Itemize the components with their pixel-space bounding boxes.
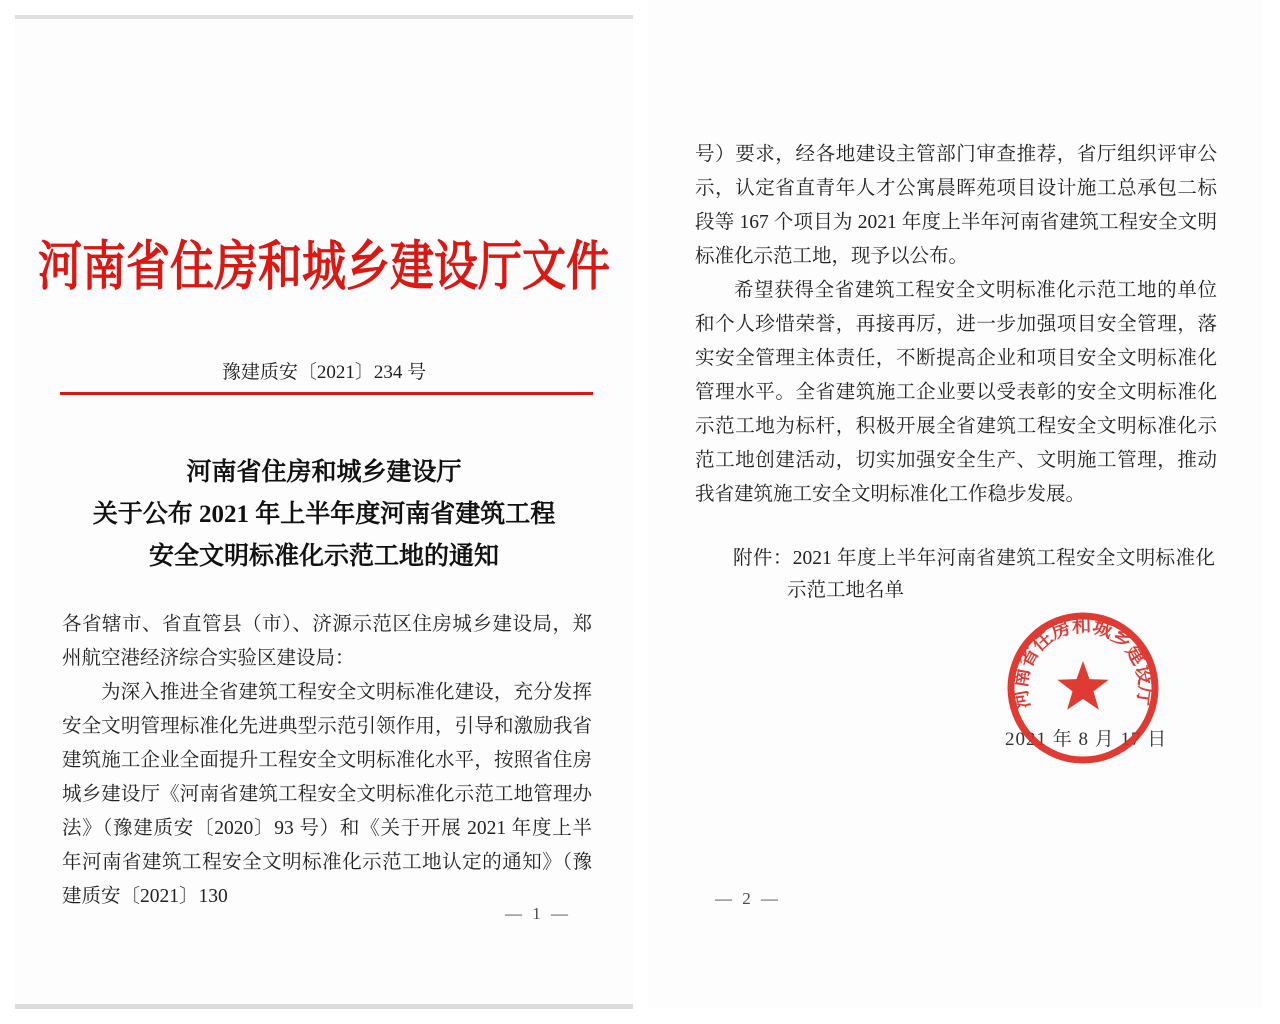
attachment-line: 附件：2021 年度上半年河南省建筑工程安全文明标准化示范工地名单 bbox=[733, 548, 1215, 601]
document-title-line3: 安全文明标准化示范工地的通知 bbox=[148, 543, 499, 570]
red-letterhead-title: 河南省住房和城乡建设厅文件 bbox=[38, 237, 610, 297]
document-title-line2: 关于公布 2021 年上半年度河南省建筑工程 bbox=[92, 501, 556, 528]
page2-body bbox=[695, 138, 1217, 512]
document-page-1 bbox=[15, 19, 633, 1004]
document-date: 2021 年 8 月 17 日 bbox=[1005, 729, 1168, 750]
page2-paragraph1: 号）要求，经各地建设主管部门审查推荐，省厅组织评审公示，认定省直青年人才公寓晨晖苑项目设计施工总承包二标段等 167 个项目为 2021 年度上半年河南省建筑工程安全文明标准化示范工地，现予以公布。 bbox=[695, 144, 1217, 267]
seal-star-icon bbox=[1057, 661, 1108, 710]
page1-bottom-edge bbox=[15, 1004, 633, 1009]
official-seal bbox=[1001, 606, 1168, 770]
red-divider-line bbox=[60, 392, 593, 395]
page2-number: — 2 — bbox=[715, 889, 781, 908]
salutation: 各省辖市、省直管县（市）、济源示范区住房城乡建设局，郑州航空港经济综合实验区建设局： bbox=[62, 614, 592, 669]
page1-number: — 1 — bbox=[505, 904, 571, 923]
page1-paragraph: 为深入推进全省建筑工程安全文明标准化建设，充分发挥安全文明管理标准化先进典型示范引领作用，引导和激励我省建筑施工企业全面提升工程安全文明标准化水平，按照省住房城乡建设厅《河南省建筑工程安全文明标准化示范工地管理办法》（豫建质安〔2020〕93 号）和《关于开展 2021 年度上半年河南省建筑工程安全文明标准化示范工地认定的通知》（豫建质安〔2021〕130 bbox=[62, 682, 592, 907]
page1-body bbox=[62, 608, 592, 914]
page2-paragraph2: 希望获得全省建筑工程安全文明标准化示范工地的单位和个人珍惜荣誉，再接再厉，进一步加强项目安全管理，落实安全管理主体责任，不断提高企业和项目安全文明标准化管理水平。全省建筑施工企业要以受表彰的安全文明标准化示范工地为标杆，积极开展全省建筑工程安全文明标准化示范工地创建活动，切实加强安全生产、文明施工管理，推动我省建筑施工安全文明标准化工作稳步发展。 bbox=[695, 280, 1217, 505]
document-page-2 bbox=[648, 0, 1263, 1008]
document-number: 豫建质安〔2021〕234 号 bbox=[221, 362, 427, 383]
document-title bbox=[15, 452, 633, 578]
document-title-line1: 河南省住房和城乡建设厅 bbox=[186, 459, 462, 486]
seal-arc-text: 河南省住房和城乡建设厅 bbox=[1009, 614, 1157, 711]
